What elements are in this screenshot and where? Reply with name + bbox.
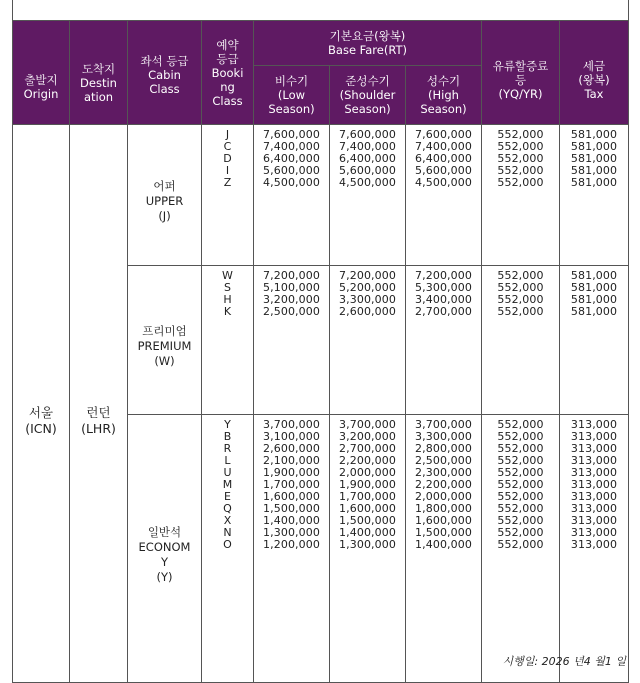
value-line: 313,000 — [570, 454, 618, 467]
value-line: 313,000 — [570, 442, 618, 455]
value-line: I — [225, 164, 230, 177]
value-line: 6,400,000 — [263, 152, 320, 165]
value-line: 1,500,000 — [339, 514, 396, 527]
fuel-surcharge-values — [482, 125, 560, 266]
value-line: 7,400,000 — [415, 140, 472, 153]
value-line: M — [222, 478, 233, 491]
fuel-surcharge-values — [482, 266, 560, 415]
value-line: 313,000 — [570, 526, 618, 539]
value-line: 2,200,000 — [415, 478, 472, 491]
value-line: 313,000 — [570, 478, 618, 491]
value-line: 1,900,000 — [339, 478, 396, 491]
origin-cell: 서울 (ICN) — [13, 125, 70, 683]
value-line: 2,200,000 — [339, 454, 396, 467]
value-line: 552,000 — [497, 293, 544, 306]
value-line: 1,300,000 — [339, 538, 396, 551]
cabin-row-upper — [13, 125, 629, 266]
header-booking-class: 예약 등급 Booki ng Class — [202, 21, 254, 125]
value-line: 552,000 — [497, 526, 544, 539]
value-line: 5,600,000 — [415, 164, 472, 177]
header-low-season: 비수기 (Low Season) — [254, 66, 330, 125]
value-line: 2,600,000 — [263, 442, 320, 455]
value-line: 7,400,000 — [263, 140, 320, 153]
value-line: 313,000 — [570, 430, 618, 443]
value-line: 2,100,000 — [263, 454, 320, 467]
value-line: 581,000 — [570, 128, 618, 141]
value-line: 1,900,000 — [263, 466, 320, 479]
value-line: 313,000 — [570, 466, 618, 479]
value-line: 1,200,000 — [263, 538, 320, 551]
value-line: 552,000 — [497, 430, 544, 443]
value-line: Q — [223, 502, 232, 515]
value-line: B — [223, 430, 232, 443]
shoulder-season-fares — [330, 125, 406, 266]
value-line: 2,000,000 — [415, 490, 472, 503]
value-line: 313,000 — [570, 418, 618, 431]
value-line: 581,000 — [570, 176, 618, 189]
value-line: 5,600,000 — [339, 164, 396, 177]
low-season-fares — [254, 266, 330, 415]
high-season-fares — [406, 125, 482, 266]
value-line: X — [223, 514, 232, 527]
value-line: 7,200,000 — [415, 269, 472, 282]
value-line: J — [225, 128, 230, 141]
value-line: 3,200,000 — [263, 293, 320, 306]
value-line: 3,700,000 — [339, 418, 396, 431]
value-line: 5,200,000 — [339, 281, 396, 294]
header-fuel-surcharge: 유류할증료 등 (YQ/YR) — [482, 21, 560, 125]
booking-classes — [202, 415, 254, 683]
value-line: 1,300,000 — [263, 526, 320, 539]
value-line: 1,400,000 — [263, 514, 320, 527]
value-line: 581,000 — [570, 152, 618, 165]
value-line: 552,000 — [497, 281, 544, 294]
destination-cell: 런던 (LHR) — [70, 125, 128, 683]
value-line: 7,400,000 — [339, 140, 396, 153]
value-line: 6,400,000 — [415, 152, 472, 165]
value-line: 552,000 — [497, 269, 544, 282]
value-line: 1,600,000 — [415, 514, 472, 527]
value-line: 313,000 — [570, 514, 618, 527]
value-line: 552,000 — [497, 176, 544, 189]
value-line: 1,600,000 — [339, 502, 396, 515]
value-line: 552,000 — [497, 164, 544, 177]
value-line: E — [224, 490, 231, 503]
value-line: 2,700,000 — [415, 305, 472, 318]
value-line: 1,400,000 — [339, 526, 396, 539]
cabin-name-upper: 어퍼 UPPER (J) — [128, 125, 202, 266]
fuel-surcharge-values — [482, 415, 560, 683]
value-line: 7,600,000 — [263, 128, 320, 141]
cabin-name-premium: 프리미엄 PREMIUM (W) — [128, 266, 202, 415]
value-line: D — [223, 152, 232, 165]
value-line: 552,000 — [497, 140, 544, 153]
value-line: N — [223, 526, 232, 539]
value-line: K — [223, 305, 232, 318]
value-line: 2,500,000 — [263, 305, 320, 318]
value-line: 581,000 — [570, 293, 618, 306]
value-line: 552,000 — [497, 502, 544, 515]
value-line: 4,500,000 — [415, 176, 472, 189]
value-line: 552,000 — [497, 418, 544, 431]
value-line: 1,700,000 — [339, 490, 396, 503]
effective-date: 시행일: 2026 년4 월1 일 — [502, 655, 626, 668]
booking-classes — [202, 266, 254, 415]
low-season-fares — [254, 415, 330, 683]
value-line: 581,000 — [570, 140, 618, 153]
tax-values — [560, 415, 629, 683]
tax-values — [560, 266, 629, 415]
value-line: 581,000 — [570, 269, 618, 282]
tax-values — [560, 125, 629, 266]
value-line: 7,600,000 — [339, 128, 396, 141]
value-line: 552,000 — [497, 514, 544, 527]
value-line: 552,000 — [497, 442, 544, 455]
value-line: 3,300,000 — [415, 430, 472, 443]
value-line: 5,600,000 — [263, 164, 320, 177]
value-line: 3,400,000 — [415, 293, 472, 306]
value-line: Z — [223, 176, 232, 189]
value-line: 7,200,000 — [339, 269, 396, 282]
high-season-fares — [406, 266, 482, 415]
value-line: H — [223, 293, 232, 306]
fare-table — [12, 0, 629, 683]
value-line: 552,000 — [497, 538, 544, 551]
value-line: 3,700,000 — [415, 418, 472, 431]
value-line: 581,000 — [570, 305, 618, 318]
value-line: 1,500,000 — [263, 502, 320, 515]
header-base-fare: 기본요금(왕복) Base Fare(RT) — [254, 21, 482, 66]
value-line: 3,100,000 — [263, 430, 320, 443]
value-line: 552,000 — [497, 454, 544, 467]
table-top-strip — [13, 0, 629, 21]
value-line: 313,000 — [570, 538, 618, 551]
value-line: 3,700,000 — [263, 418, 320, 431]
header-cabin-class: 좌석 등급 Cabin Class — [128, 21, 202, 125]
value-line: 1,500,000 — [415, 526, 472, 539]
value-line: 3,300,000 — [339, 293, 396, 306]
value-line: 5,300,000 — [415, 281, 472, 294]
value-line: 552,000 — [497, 490, 544, 503]
value-line: W — [222, 269, 233, 282]
value-line: 1,600,000 — [263, 490, 320, 503]
value-line: 2,700,000 — [339, 442, 396, 455]
value-line: 552,000 — [497, 152, 544, 165]
value-line: 552,000 — [497, 128, 544, 141]
value-line: O — [223, 538, 232, 551]
value-line: L — [224, 454, 231, 467]
low-season-fares — [254, 125, 330, 266]
value-line: 2,600,000 — [339, 305, 396, 318]
value-line: 581,000 — [570, 164, 618, 177]
header-origin: 출발지 Origin — [13, 21, 70, 125]
value-line: 7,600,000 — [415, 128, 472, 141]
header-shoulder-season: 준성수기 (Shoulder Season) — [330, 66, 406, 125]
header-destination: 도착지 Destin ation — [70, 21, 128, 125]
value-line: S — [224, 281, 231, 294]
value-line: 313,000 — [570, 502, 618, 515]
value-line: 1,700,000 — [263, 478, 320, 491]
value-line: 2,000,000 — [339, 466, 396, 479]
value-line: 2,300,000 — [415, 466, 472, 479]
value-line: 552,000 — [497, 305, 544, 318]
value-line: 581,000 — [570, 281, 618, 294]
header-high-season: 성수기 (High Season) — [406, 66, 482, 125]
value-line: 552,000 — [497, 478, 544, 491]
value-line: 2,500,000 — [415, 454, 472, 467]
value-line: 3,200,000 — [339, 430, 396, 443]
value-line: Y — [224, 418, 231, 431]
value-line: 6,400,000 — [339, 152, 396, 165]
value-line: 4,500,000 — [339, 176, 396, 189]
value-line: 552,000 — [497, 466, 544, 479]
high-season-fares — [406, 415, 482, 683]
value-line: U — [223, 466, 232, 479]
fare-document — [12, 0, 628, 650]
value-line: C — [223, 140, 232, 153]
value-line: 2,800,000 — [415, 442, 472, 455]
value-line: 7,200,000 — [263, 269, 320, 282]
value-line: 4,500,000 — [263, 176, 320, 189]
booking-classes — [202, 125, 254, 266]
value-line: 5,100,000 — [263, 281, 320, 294]
value-line: R — [223, 442, 232, 455]
value-line: 313,000 — [570, 490, 618, 503]
shoulder-season-fares — [330, 266, 406, 415]
shoulder-season-fares — [330, 415, 406, 683]
cabin-name-economy: 일반석 ECONOM Y (Y) — [128, 415, 202, 683]
value-line: 1,400,000 — [415, 538, 472, 551]
header-tax: 세금 (왕복) Tax — [560, 21, 629, 125]
value-line: 1,800,000 — [415, 502, 472, 515]
